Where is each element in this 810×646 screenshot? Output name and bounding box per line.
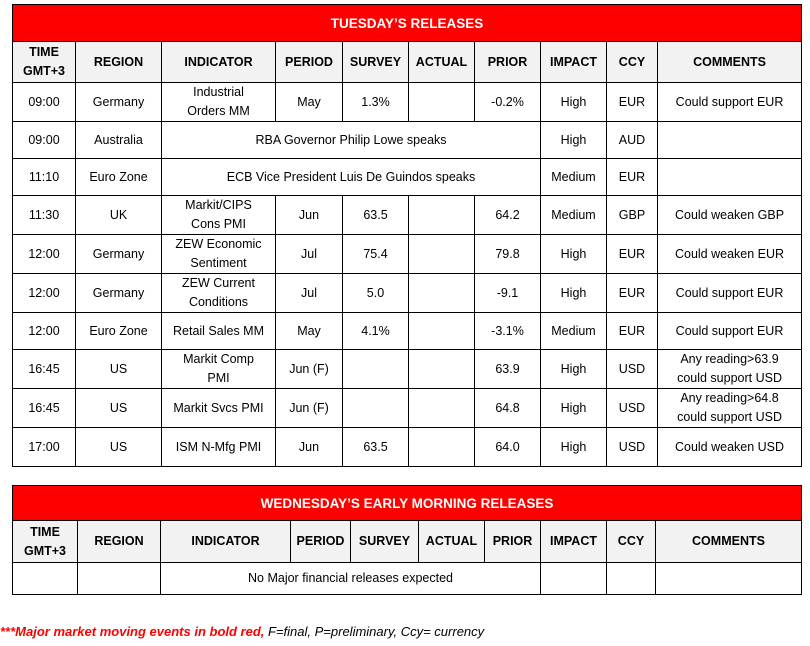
cell-time: 12:00 [13,274,76,313]
cell-comments: Could weaken GBP [658,196,802,235]
cell-indicator: Retail Sales MM [162,313,276,350]
cell-comments: Any reading>63.9 could support USD [658,350,802,389]
header-comments: COMMENTS [656,521,802,563]
cell-comments: Could weaken EUR [658,235,802,274]
cell-period: Jun (F) [276,389,343,428]
cell-time: 12:00 [13,235,76,274]
cell-region: Germany [76,274,162,313]
cell-comments [658,122,802,159]
header-survey: SURVEY [343,42,409,83]
cell-period: Jun [276,196,343,235]
header-ccy: CCY [607,42,658,83]
cell-prior: 63.9 [475,350,541,389]
table-row [13,159,802,196]
cell-region [78,563,161,595]
cell-prior: -0.2% [475,83,541,122]
cell-time: 11:10 [13,159,76,196]
cell-indicator: Markit Svcs PMI [162,389,276,428]
cell-indicator: ISM N-Mfg PMI [162,428,276,467]
footnote [0,624,484,639]
header-indicator: INDICATOR [162,42,276,83]
header-time: TIME GMT+3 [13,42,76,83]
cell-actual [409,313,475,350]
cell-time: 11:30 [13,196,76,235]
cell-survey: 1.3% [343,83,409,122]
table-row [13,122,802,159]
no-releases-message: No Major financial releases expected [161,563,541,595]
cell-impact: Medium [541,196,607,235]
header-indicator: INDICATOR [161,521,291,563]
tuesday-releases-table [12,4,802,467]
cell-region: US [76,428,162,467]
cell-region: US [76,350,162,389]
table-header-row [13,42,802,83]
header-comments: COMMENTS [658,42,802,83]
cell-prior: 64.0 [475,428,541,467]
cell-actual [409,235,475,274]
table-header-row [13,521,802,563]
cell-prior: 64.2 [475,196,541,235]
cell-time: 09:00 [13,83,76,122]
cell-comments: Could support EUR [658,83,802,122]
cell-comments [656,563,802,595]
cell-indicator: Markit Comp PMI [162,350,276,389]
cell-comments [658,159,802,196]
header-period: PERIOD [291,521,351,563]
cell-indicator: ZEW Economic Sentiment [162,235,276,274]
cell-indicator: Markit/CIPS Cons PMI [162,196,276,235]
header-actual: ACTUAL [419,521,485,563]
cell-actual [409,389,475,428]
table-row [13,563,802,595]
cell-ccy: AUD [607,122,658,159]
cell-time [13,563,78,595]
cell-ccy: EUR [607,274,658,313]
table-row [13,350,802,389]
cell-prior: -3.1% [475,313,541,350]
cell-prior: 64.8 [475,389,541,428]
cell-ccy: EUR [607,83,658,122]
cell-survey [343,350,409,389]
cell-survey: 63.5 [343,196,409,235]
cell-ccy: USD [607,428,658,467]
cell-region: US [76,389,162,428]
cell-survey: 63.5 [343,428,409,467]
cell-impact: High [541,274,607,313]
cell-indicator: Industrial Orders MM [162,83,276,122]
wednesday-releases-table [12,485,802,595]
cell-comments: Any reading>64.8 could support USD [658,389,802,428]
table-row [13,428,802,467]
cell-time: 16:45 [13,389,76,428]
cell-region: Euro Zone [76,313,162,350]
cell-impact: High [541,350,607,389]
cell-impact: High [541,389,607,428]
cell-ccy: EUR [607,159,658,196]
cell-actual [409,196,475,235]
cell-ccy [607,563,656,595]
cell-time: 09:00 [13,122,76,159]
cell-survey: 4.1% [343,313,409,350]
cell-comments: Could support EUR [658,313,802,350]
table-row [13,274,802,313]
cell-impact [541,563,607,595]
cell-actual [409,83,475,122]
header-prior: PRIOR [485,521,541,563]
header-impact: IMPACT [541,42,607,83]
cell-ccy: USD [607,350,658,389]
cell-event: RBA Governor Philip Lowe speaks [162,122,541,159]
table-row [13,389,802,428]
cell-period: Jun (F) [276,350,343,389]
cell-time: 17:00 [13,428,76,467]
cell-impact: High [541,428,607,467]
cell-survey: 75.4 [343,235,409,274]
cell-impact: High [541,83,607,122]
cell-time: 12:00 [13,313,76,350]
cell-period: May [276,83,343,122]
header-survey: SURVEY [351,521,419,563]
cell-prior: -9.1 [475,274,541,313]
cell-region: Germany [76,83,162,122]
cell-impact: Medium [541,313,607,350]
header-actual: ACTUAL [409,42,475,83]
cell-region: UK [76,196,162,235]
header-ccy: CCY [607,521,656,563]
cell-time: 16:45 [13,350,76,389]
footnote-bold-red: ***Major market moving events in bold red, [0,624,265,639]
wednesday-title: WEDNESDAY’S EARLY MORNING RELEASES [13,486,802,521]
table-row [13,83,802,122]
cell-prior: 79.8 [475,235,541,274]
cell-impact: High [541,235,607,274]
cell-ccy: EUR [607,235,658,274]
cell-ccy: GBP [607,196,658,235]
header-time: TIME GMT+3 [13,521,78,563]
cell-actual [409,274,475,313]
cell-survey: 5.0 [343,274,409,313]
cell-actual [409,350,475,389]
cell-impact: Medium [541,159,607,196]
cell-ccy: EUR [607,313,658,350]
cell-period: Jul [276,235,343,274]
header-period: PERIOD [276,42,343,83]
cell-comments: Could weaken USD [658,428,802,467]
cell-region: Euro Zone [76,159,162,196]
cell-actual [409,428,475,467]
cell-ccy: USD [607,389,658,428]
cell-region: Germany [76,235,162,274]
tuesday-title: TUESDAY’S RELEASES [13,5,802,42]
cell-impact: High [541,122,607,159]
cell-survey [343,389,409,428]
footnote-legend: F=final, P=preliminary, Ccy= currency [264,624,485,639]
cell-region: Australia [76,122,162,159]
header-prior: PRIOR [475,42,541,83]
cell-period: Jul [276,274,343,313]
cell-period: May [276,313,343,350]
header-impact: IMPACT [541,521,607,563]
cell-period: Jun [276,428,343,467]
table-row [13,235,802,274]
table-row [13,196,802,235]
cell-comments: Could support EUR [658,274,802,313]
header-region: REGION [76,42,162,83]
table-row [13,313,802,350]
cell-event: ECB Vice President Luis De Guindos speaks [162,159,541,196]
header-region: REGION [78,521,161,563]
cell-indicator: ZEW Current Conditions [162,274,276,313]
